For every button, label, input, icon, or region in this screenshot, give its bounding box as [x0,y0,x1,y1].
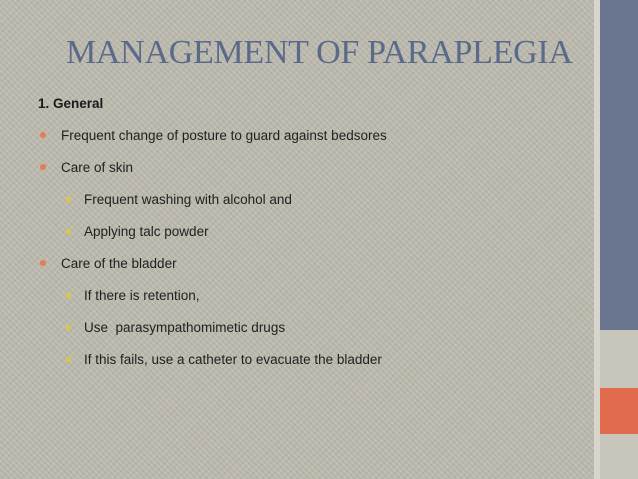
bullet-icon [40,260,46,266]
list-item [38,128,583,146]
list-item-text: If there is retention, [84,288,200,303]
bullet-icon [40,132,46,138]
sub-list-item [38,224,583,242]
sub-list-item [38,192,583,210]
bullet-icon [40,164,46,170]
sub-bullet-icon [66,325,71,330]
section-heading: 1. General [38,96,104,111]
sub-bullet-icon [66,197,71,202]
slide-title: MANAGEMENT OF PARAPLEGIA [66,34,573,71]
sub-bullet-icon [66,293,71,298]
sidebar-blue-block [600,0,638,330]
sub-list-item [38,288,583,306]
sub-bullet-icon [66,229,71,234]
slide-content [38,96,583,384]
sub-bullet-icon [66,357,71,362]
list-item [38,256,583,274]
list-item-text: If this fails, use a catheter to evacuate the bladder [84,352,382,367]
list-item-text: Applying talc powder [84,224,209,239]
list-item-text: Frequent change of posture to guard against bedsores [61,128,387,143]
list-item-text: Care of skin [61,160,134,175]
sub-list-item [38,352,583,370]
list-item [38,160,583,178]
list-item-text: Use parasympathomimetic drugs [84,320,286,335]
list-item-text: Care of the bladder [61,256,177,271]
list-item-text: Frequent washing with alcohol and [84,192,292,207]
sidebar-orange-block [600,388,638,434]
sub-list-item [38,320,583,338]
